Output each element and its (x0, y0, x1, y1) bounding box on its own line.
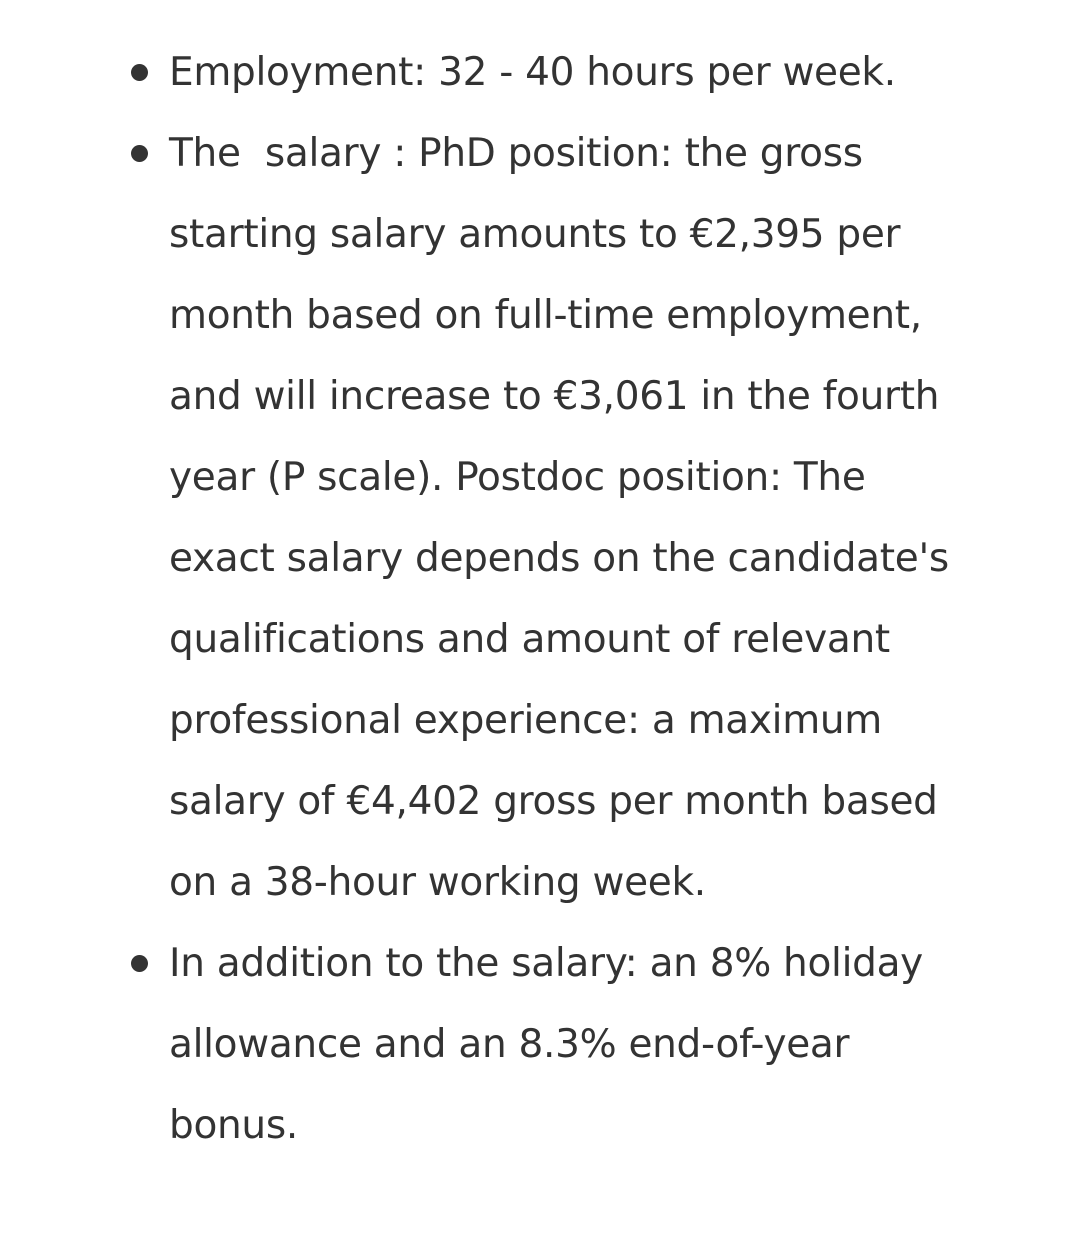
list-item-text: The salary : PhD position: the gross starting salary amounts to €2,395 per month based on full-time employment, and will increase to €3,061 in the fourth year (P scale). Postdoc position: The exact salary depends on the candidate's qualifications and amount of relevant professional experience: a maximum salary of €4,402 gross per month based on a 38-hour working week. (169, 131, 961, 905)
bullet-dot-icon (131, 145, 148, 162)
list-item-text: In addition to the salary: an 8% holiday allowance and an 8.3% end-of-year bonus. (169, 941, 936, 1148)
list-item-employment (169, 32, 969, 113)
list-item-text: Employment: 32 - 40 hours per week. (169, 50, 896, 95)
bullet-dot-icon (131, 64, 148, 81)
list-item-salary (169, 113, 969, 923)
bullet-dot-icon (131, 955, 148, 972)
list-item-additional-benefits (169, 923, 969, 1166)
bullet-list (169, 32, 969, 1166)
